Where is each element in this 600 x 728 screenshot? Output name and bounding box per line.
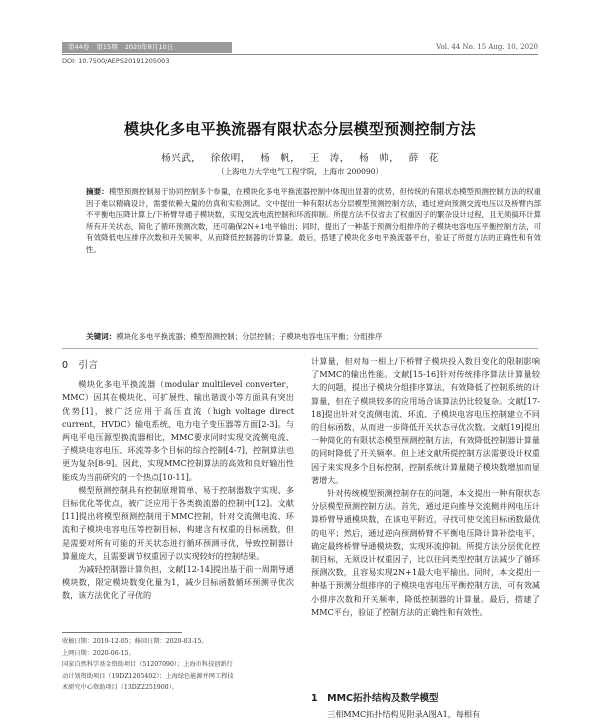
issue-label: 第15期 <box>96 43 118 51</box>
abstract-label: 摘要： <box>86 187 109 196</box>
footnote-divider <box>62 632 182 633</box>
volume-label: 第44卷 <box>68 43 90 51</box>
footnotes <box>62 636 294 694</box>
footnote-fund-3: 术研究中心资助项目（13DZ2251900）。 <box>62 684 178 691</box>
footnote-fund-1: 国家自然科学基金资助项目（51207090）；上海市科技创新行 <box>62 661 233 668</box>
intro-paragraph-4: 计算量，但对每一相上/下桥臂子模块投入数目变化的限制影响了MMC的输出性能。文献[15-16]针对传统排序算法计算量较大的问题，提出子模块分组排序算法，有效降低了控制系统的计算量，但在子模块较多的应用场合该算法仍比较复杂。文献[17-18]提出针对交流侧电流、环流、子模块电容电压控制建立不同的目标函数，从而进一步降低开关状态寻优次数。文献[19]提出一种简化的有限状态模型预测控制方法，有效降低控制器计算量的同时降低了开关频率。但上述文献所提控制方法需要设计权重因子来实现多个目标控制，控制系统计算量随子模块数增加而显著增大。 <box>311 356 540 485</box>
author-list: 杨兴武， 徐依明， 杨 帆， 王 涛， 杨 帅， 薛 花 <box>161 153 439 164</box>
abstract-text: 模型预测控制易于协同控制多个参量，在模块化多电平换流器控制中体现出显著的优势，但传统的有限状态模型预测控制方法的权重因子难以精确设计，需要依赖大量的仿真和实验测试。文中提出一种有限状态分层模型预测控制方法，通过逆向预测交流电压以及桥臂内部不平衡电压降计算上/下桥臂导通子模块数，实现交流电流控制和环流抑制。所提方法不仅省去了权重因子的繁杂设计过程，且无须搞环计算所有开关状态，简化了循环预测次数，还可确保2N+1电平输出；同时，提出了一种基于预测分组排序的子模块电容电压平衡控制方法，可有效降低电压排序次数和开关频率，从而降低控制器的计算量。最后，搭建了模块化多电平换流器平台，验证了所提方法的正确性和有效性。 <box>86 187 542 254</box>
intro-paragraph-5: 针对传统模型预测控制存在的问题，本文提出一种有限状态分层模型预测控制方法。首先，通过逆向推导交流侧并网电压计算桥臂导通模块数，在该电平附近，寻找可使交流目标函数最优的电平；然后，通过逆向预测桥臂不平衡电压降计算补偿电平，确定最终桥臂导通模块数，实现环流抑制。所提方法分层优化控制目标，无须设计权重因子，比以往同类型控制方法减少了循环预测次数，且容易实现2N+1最大电平输出。同时，本文提出一种基于预测分组排序的子模块电容电压平衡控制方法，可有效减小排序次数和开关频率，降低控制器的计算量。最后，搭建了MMC平台，验证了控制方法的正确性和有效性。 <box>311 488 540 617</box>
intro-heading: 0 引言 <box>62 360 99 371</box>
keywords-text: 模块化多电平换流器；模型预测控制；分层控制；子模块电容电压平衡；分组排序 <box>116 332 383 341</box>
header-divider <box>62 54 538 55</box>
section-1-text: 三相MMC拓扑结构见附录A图A1，每相有 <box>327 709 481 719</box>
journal-issue-tag <box>62 42 232 53</box>
intro-paragraph-3: 为减轻控制器计算负担，文献[12-14]提出基于前一周期导通模块数，限定模块数变化量为1，减少目标函数循环预测寻优次数，该方法优化了寻优的 <box>62 564 294 601</box>
journal-volume-english: Vol. 44 No. 15 Aug. 10, 2020 <box>436 43 538 51</box>
affiliation: （上海电力大学电气工程学院，上海市 200090） <box>216 167 383 176</box>
footnote-online: 上网日期：2020-06-15。 <box>62 649 135 657</box>
section-1-heading: 1 MMC拓扑结构及数学模型 <box>311 693 439 704</box>
intro-paragraph-1: 模块化多电平换流器（modular multilevel converter，MMC）因其在模块化、可扩展性、输出谐波小等方面具有突出优势[1]，被广泛应用于高压直流（high voltage direct current，HVDC）输电系统、电力电子变压器等方面[2-3]。与两电平电压源型换流器相比，MMC要求同时实现交流侧电流、子模块电容电压、环流等多个目标的综合控制[4-7]，控制算法也更为复杂[8-9]。因此，实现MMC控制算法的高效和良好输出性能成为当前研究的一个热点[10-11]。 <box>62 379 294 482</box>
keywords-block <box>86 331 541 342</box>
intro-paragraph-2: 模型预测控制具有控制原理简单、易于控制器数字实现、多目标优化等优点，被广泛应用于各类换流器的控制中[12]。文献[11]提出将模型预测控制用于MMC控制，针对交流侧电流、环流和子模块电容电压等控制目标，构建含有权重的目标函数，但是需要对所有可能的开关状态进行循环预测寻优，导致控制器计算量庞大，且需要调节权重因子以实现较好的控制结果。 <box>62 484 294 561</box>
abstract-block <box>86 186 541 256</box>
footnote-received: 收稿日期：2019-12-05；修回日期：2020-03-15。 <box>62 638 208 645</box>
left-column <box>62 355 294 603</box>
date-label: 2020年8月10日 <box>124 43 174 51</box>
right-column <box>311 355 540 619</box>
doi-line: DOI: 10.7500/AEPS20191205003 <box>62 57 170 65</box>
keywords-label: 关键词： <box>86 332 117 341</box>
body-divider <box>62 348 538 349</box>
footnote-fund-2: 动计划资助项目（19DZ1205402）；上海绿色能源并网工程技 <box>62 672 234 680</box>
paper-title: 模块化多电平换流器有限状态分层模型预测控制方法 <box>124 120 476 138</box>
